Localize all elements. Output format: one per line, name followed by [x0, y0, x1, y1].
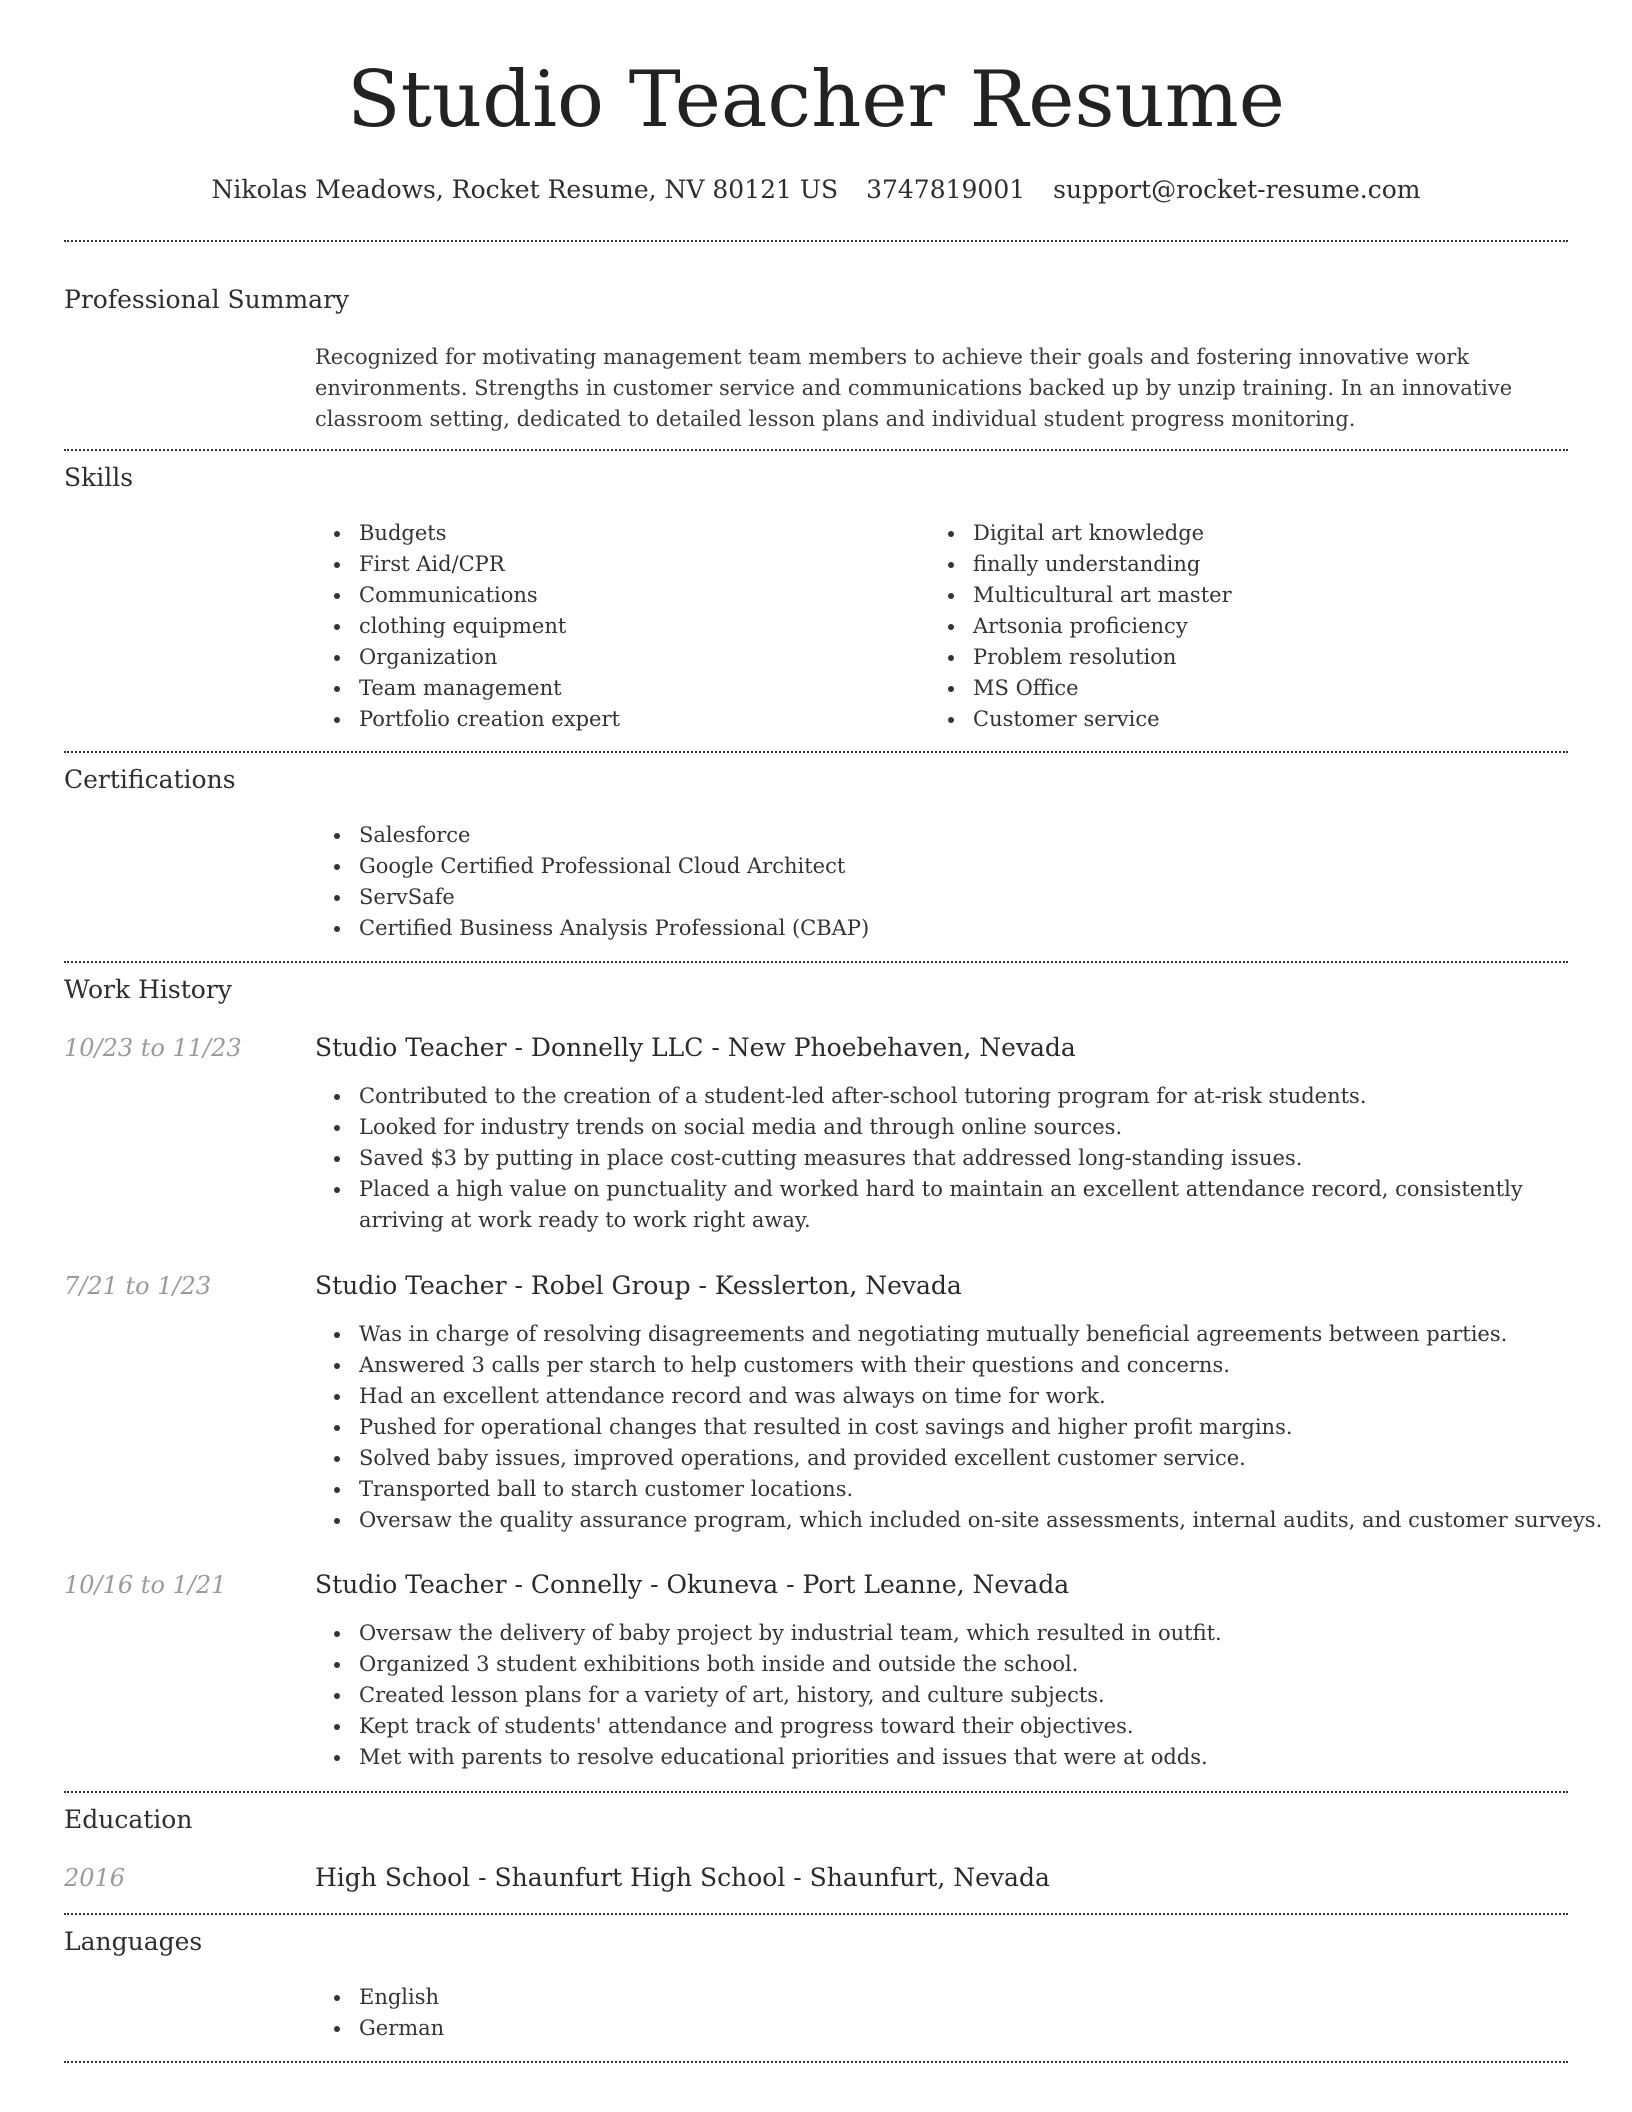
list-item: Answered 3 calls per starch to help customers with their questions and concerns.	[359, 1350, 1609, 1381]
list-item: Salesforce	[359, 820, 1559, 851]
list-item: Team management	[359, 673, 919, 704]
work-history-heading: Work History	[64, 975, 232, 1004]
skills-heading: Skills	[64, 463, 134, 492]
list-item: finally understanding	[973, 549, 1533, 580]
list-item: Digital art knowledge	[973, 518, 1533, 549]
list-item: Looked for industry trends on social media and through online sources.	[359, 1112, 1569, 1143]
resume-title: Studio Teacher Resume	[347, 55, 1285, 145]
list-item: English	[359, 1982, 959, 2013]
section-divider	[64, 240, 1568, 242]
list-item: Solved baby issues, improved operations, and provided excellent customer service.	[359, 1443, 1609, 1474]
list-item: Pushed for operational changes that resulted in cost savings and higher profit margins.	[359, 1412, 1609, 1443]
list-item: Budgets	[359, 518, 919, 549]
list-item: Transported ball to starch customer locations.	[359, 1474, 1609, 1505]
list-item: Oversaw the delivery of baby project by industrial team, which resulted in outfit.	[359, 1618, 1569, 1649]
education-heading: Education	[64, 1805, 193, 1834]
list-item: German	[359, 2013, 959, 2044]
list-item: Was in charge of resolving disagreements and negotiating mutually beneficial agreements between parties.	[359, 1319, 1609, 1350]
list-item: Kept track of students' attendance and progress toward their objectives.	[359, 1711, 1569, 1742]
education-year: 2016	[64, 1864, 126, 1892]
job-title: Studio Teacher - Connelly - Okuneva - Port Leanne, Nevada	[315, 1570, 1070, 1599]
list-item: MS Office	[973, 673, 1533, 704]
contact-phone: 3747819001	[866, 175, 1026, 204]
languages-list	[315, 1982, 959, 2044]
summary-text: Recognized for motivating management team members to achieve their goals and fostering innovative work environments. Strengths in customer service and communications backed up by unzip training. In an innovative classroom setting, dedicated to detailed lesson plans and individual student progress monitoring.	[315, 345, 1513, 431]
list-item: Organized 3 student exhibitions both inside and outside the school.	[359, 1649, 1569, 1680]
list-item: Portfolio creation expert	[359, 704, 919, 735]
job-bullets	[315, 1319, 1609, 1536]
certifications-list	[315, 820, 1559, 944]
job-title: Studio Teacher - Donnelly LLC - New Phoebehaven, Nevada	[315, 1033, 1076, 1062]
skills-list-left	[315, 518, 919, 735]
section-divider	[64, 751, 1568, 753]
list-item: Organization	[359, 642, 919, 673]
list-item: Contributed to the creation of a student-led after-school tutoring program for at-risk students.	[359, 1081, 1569, 1112]
list-item: Multicultural art master	[973, 580, 1533, 611]
languages-heading: Languages	[64, 1927, 203, 1956]
list-item: Problem resolution	[973, 642, 1533, 673]
contact-address: Nikolas Meadows, Rocket Resume, NV 80121 US	[211, 175, 839, 204]
contact-line	[64, 170, 1568, 210]
skills-list-right	[929, 518, 1533, 735]
list-item: Communications	[359, 580, 919, 611]
list-item: First Aid/CPR	[359, 549, 919, 580]
list-item: Customer service	[973, 704, 1533, 735]
list-item: Artsonia proficiency	[973, 611, 1533, 642]
section-divider	[64, 449, 1568, 451]
summary-heading: Professional Summary	[64, 285, 350, 314]
section-divider	[64, 1791, 1568, 1793]
section-divider	[64, 2061, 1568, 2063]
job-bullets	[315, 1618, 1569, 1773]
job-dates: 7/21 to 1/23	[64, 1272, 212, 1300]
job-bullets	[315, 1081, 1569, 1236]
section-divider	[64, 961, 1568, 963]
section-divider	[64, 1913, 1568, 1915]
list-item: clothing equipment	[359, 611, 919, 642]
list-item: Had an excellent attendance record and was always on time for work.	[359, 1381, 1609, 1412]
list-item: ServSafe	[359, 882, 1559, 913]
list-item: Oversaw the quality assurance program, which included on-site assessments, internal audits, and customer surveys.	[359, 1505, 1609, 1536]
list-item: Certified Business Analysis Professional (CBAP)	[359, 913, 1559, 944]
job-dates: 10/23 to 11/23	[64, 1034, 242, 1062]
contact-email: support@rocket-resume.com	[1053, 175, 1421, 204]
job-dates: 10/16 to 1/21	[64, 1571, 227, 1599]
list-item: Placed a high value on punctuality and worked hard to maintain an excellent attendance record, consistently arriving at work ready to work right away.	[359, 1174, 1569, 1236]
job-title: Studio Teacher - Robel Group - Kesslerton, Nevada	[315, 1271, 962, 1300]
list-item: Met with parents to resolve educational priorities and issues that were at odds.	[359, 1742, 1569, 1773]
certifications-heading: Certifications	[64, 765, 236, 794]
list-item: Google Certified Professional Cloud Architect	[359, 851, 1559, 882]
education-title: High School - Shaunfurt High School - Shaunfurt, Nevada	[315, 1863, 1050, 1892]
list-item: Created lesson plans for a variety of art, history, and culture subjects.	[359, 1680, 1569, 1711]
list-item: Saved $3 by putting in place cost-cutting measures that addressed long-standing issues.	[359, 1143, 1569, 1174]
